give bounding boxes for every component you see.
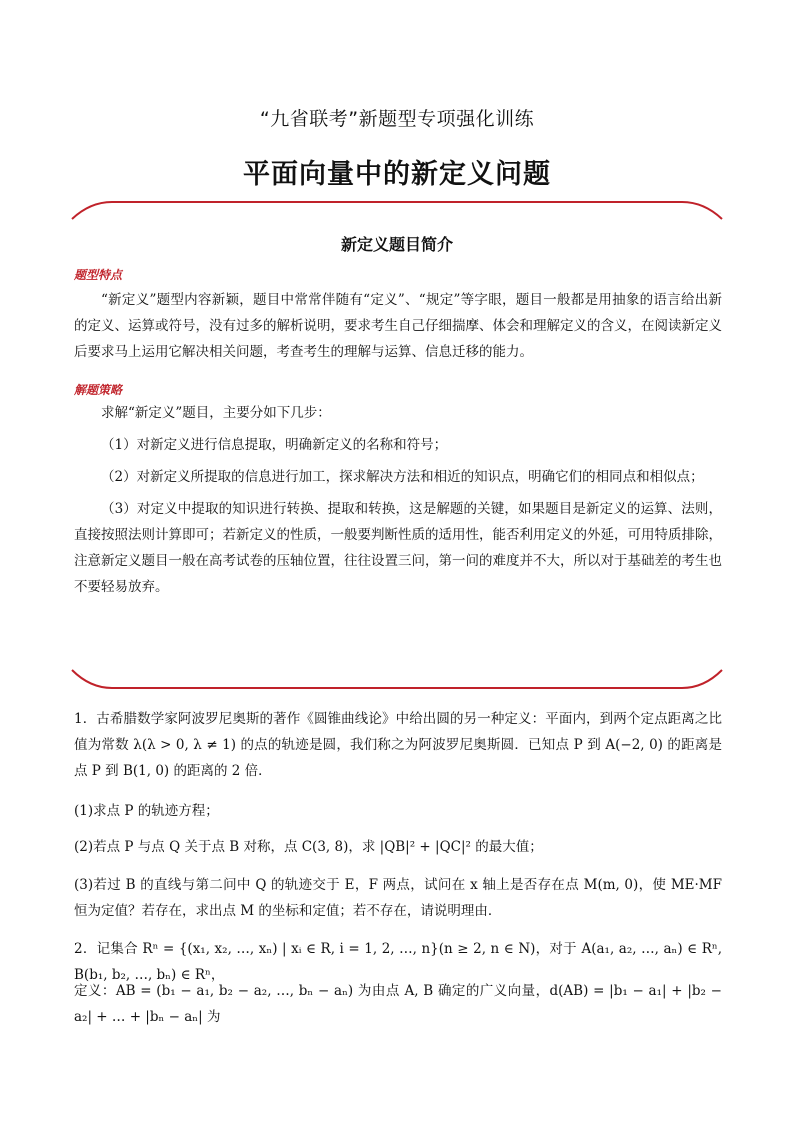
strategy-label: 解题策略 [74, 383, 123, 397]
question-1-stem: 1．古希腊数学家阿波罗尼奥斯的著作《圆锥曲线论》中给出圆的另一种定义：平面内，到两个定点距离之比值为常数 λ(λ > 0, λ ≠ 1) 的点的轨迹是圆，我们称之为阿波罗尼奥斯圆．已知点 P 到 A(−2, 0) 的距离是点 P 到 B(1, 0) 的距离的 2 倍． [74, 711, 722, 779]
intro-heading: 新定义题目简介 [340, 235, 453, 254]
feature-label: 题型特点 [74, 268, 123, 282]
question-1-part-1: (1)求点 P 的轨迹方程； [74, 803, 219, 819]
top-arc-divider [72, 202, 722, 219]
strategy-lead: 求解“新定义”题目，主要分如下几步： [101, 405, 331, 421]
document-subtitle: “九省联考”新题型专项强化训练 [259, 108, 535, 130]
question-2-line-1: 2．记集合 Rⁿ = {(x₁, x₂, …, xₙ) | xᵢ ∈ R, i = 1, 2, …, n}(n ≥ 2, n ∈ N)，对于 A(a₁, a₂, …, aₙ) ∈ Rⁿ, B(b₁, b₂, …, bₙ) ∈ Rⁿ， [74, 941, 722, 983]
strategy-step-2: （2）对新定义所提取的信息进行加工，探求解决方法和相近的知识点，明确它们的相同点和相似点； [101, 469, 704, 485]
feature-paragraph: “新定义”题型内容新颖，题目中常常伴随有“定义”、“规定”等字眼，题目一般都是用抽象的语言给出新的定义、运算或符号，没有过多的解析说明，要求考生自己仔细揣摩、体会和理解定义的含义，在阅读新定义后要求马上运用它解决相关问题，考查考生的理解与运算、信息迁移的能力。 [74, 292, 722, 360]
question-1-part-2: (2)若点 P 与点 Q 关于点 B 对称，点 C(3, 8)，求 |QB|² + |QC|² 的最大值； [74, 839, 543, 855]
document-title: 平面向量中的新定义问题 [243, 159, 551, 190]
strategy-step-1: （1）对新定义进行信息提取，明确新定义的名称和符号； [101, 437, 448, 453]
question-1-part-3: (3)若过 B 的直线与第二问中 Q 的轨迹交于 E，F 两点，试问在 x 轴上是否存在点 M(m, 0)，使 ME·MF 恒为定值？若存在，求出点 M 的坐标和定值；若不存在，请说明理由． [74, 877, 722, 919]
bottom-arc-divider [72, 670, 722, 688]
question-2-line-2: 定义：AB = (b₁ − a₁, b₂ − a₂, …, bₙ − aₙ) 为由点 A, B 确定的广义向量，d(AB) = |b₁ − a₁| + |b₂ − a₂| + … + |bₙ − aₙ| 为 [74, 983, 722, 1025]
strategy-step-3: （3）对定义中提取的知识进行转换、提取和转换，这是解题的关键，如果题目是新定义的运算、法则，直接按照法则计算即可；若新定义的性质，一般要判断性质的适用性，能否利用定义的外延，可用特质排除，注意新定义题目一般在高考试卷的压轴位置，往往设置三问，第一问的难度并不大，所以对于基础差的考生也不要轻易放弃。 [74, 501, 722, 595]
